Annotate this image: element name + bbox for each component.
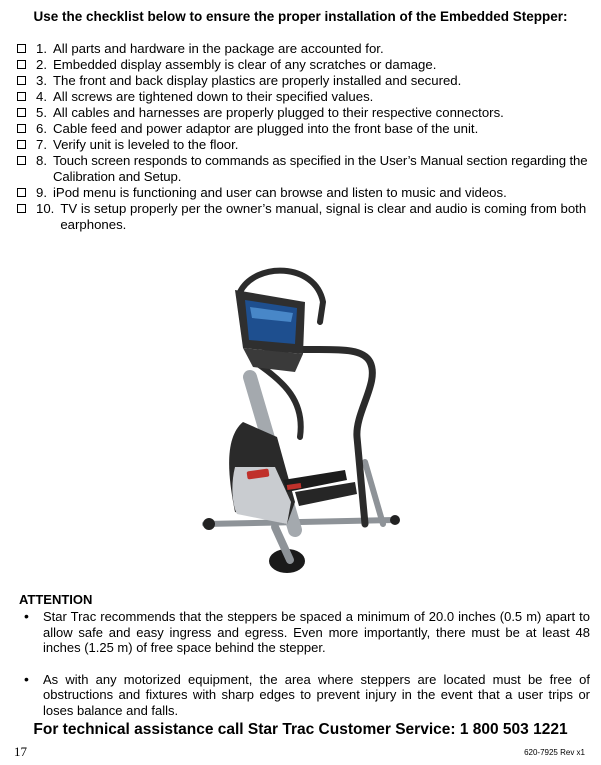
checkbox-icon[interactable] [17,204,26,213]
checkbox-icon[interactable] [17,60,26,69]
checklist-item: 4. All screws are tightened down to their specified values. [17,89,595,105]
checkbox-icon[interactable] [17,140,26,149]
checkbox-icon[interactable] [17,108,26,117]
bullet-icon: • [24,670,29,687]
attention-title: ATTENTION [19,592,93,607]
checkbox-icon[interactable] [17,188,26,197]
checklist-item: 6. Cable feed and power adaptor are plugged into the front base of the unit. [17,121,595,137]
attention-bullet: • Star Trac recommends that the steppers be spaced a minimum of 20.0 inches (0.5 m) apart to allow safe and easy ingress and egress. Even more importantly, there must be at least 48 inches (1.25 m) of free space behind the stepper. [24,608,590,656]
technical-assistance-line: For technical assistance call Star Trac Customer Service: 1 800 503 1221 [33,721,568,738]
attention-bullets [24,609,590,735]
document-revision: 620-7925 Rev x1 [524,748,585,757]
checkbox-icon[interactable] [17,92,26,101]
page-number: 17 [14,744,27,759]
checklist-item: 8. Touch screen responds to commands as specified in the User’s Manual section regarding the Calibration and Setup. [17,153,595,185]
checkbox-icon[interactable] [17,76,26,85]
checklist-item: 1. All parts and hardware in the package are accounted for. [17,41,595,57]
checklist-item: 9. iPod menu is functioning and user can browse and listen to music and videos. [17,185,595,201]
checklist-item: 7. Verify unit is leveled to the floor. [17,137,595,153]
checklist-item: 3. The front and back display plastics are properly installed and secured. [17,73,595,89]
checklist-item: 2. Embedded display assembly is clear of any scratches or damage. [17,57,595,73]
checklist-item: 10. TV is setup properly per the owner’s manual, signal is clear and audio is coming from both earphones. [17,201,595,233]
checklist-item: 5. All cables and harnesses are properly plugged to their respective connectors. [17,105,595,121]
installation-checklist [17,41,595,233]
checklist-heading: Use the checklist below to ensure the proper installation of the Embedded Stepper: [33,9,568,24]
checkbox-icon[interactable] [17,44,26,53]
attention-bullet: • As with any motorized equipment, the area where steppers are located must be free of obstructions and fixtures with sharp edges to prevent injury in the event that a user trips or loses balance and falls. [24,670,590,718]
stepper-machine-image [195,262,405,582]
checkbox-icon[interactable] [17,124,26,133]
checkbox-icon[interactable] [17,156,26,165]
bullet-icon: • [24,608,29,624]
